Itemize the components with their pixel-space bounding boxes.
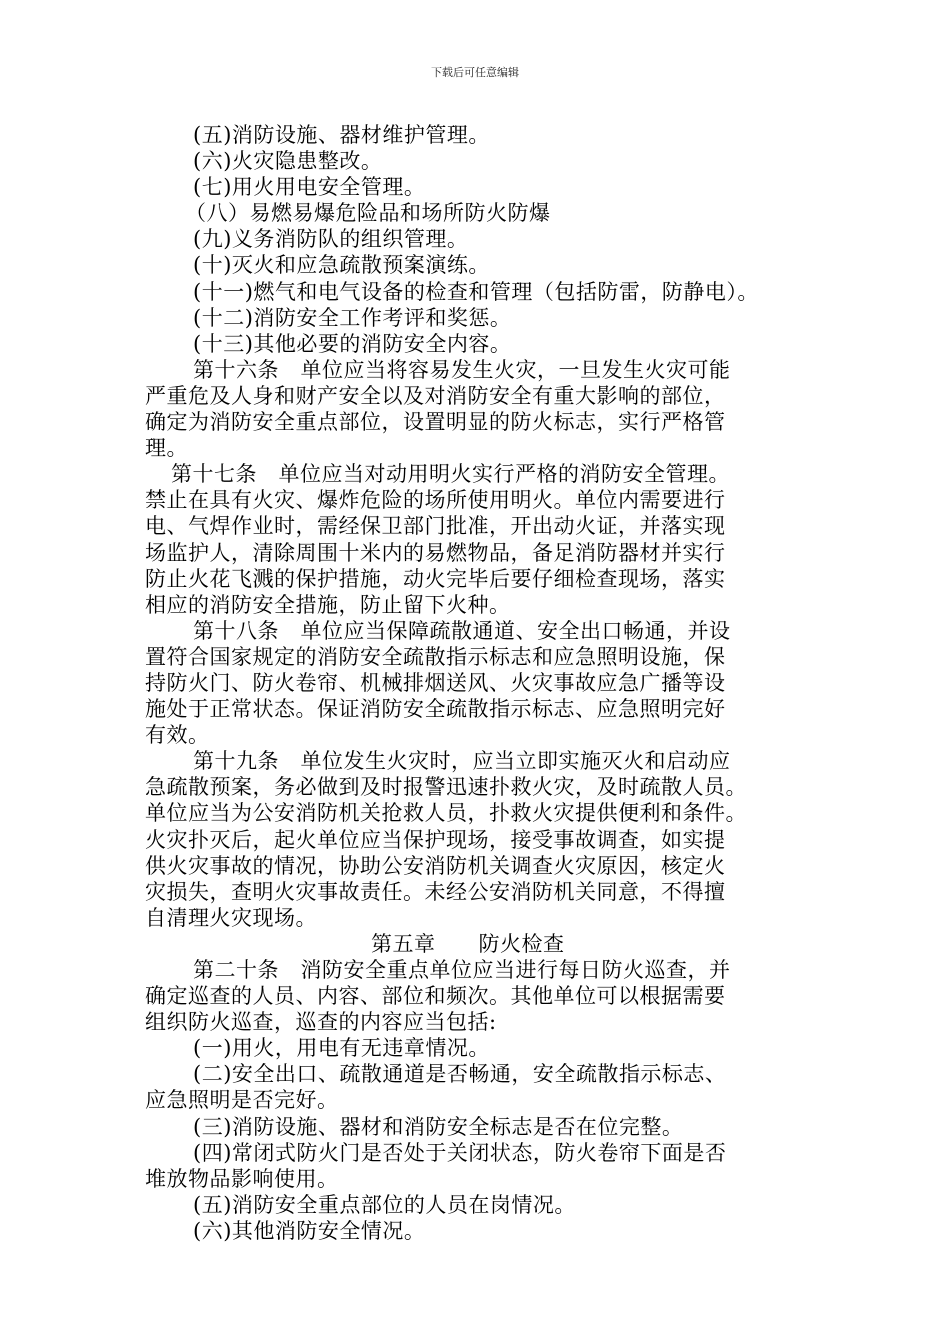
article-18-line: 施处于正常状态。保证消防安全疏散指示标志、应急照明完好: [145, 697, 726, 722]
list-item: (二)安全出口、疏散通道是否畅通，安全疏散指示标志、: [193, 1062, 727, 1087]
article-19-line: 第十九条 单位发生火灾时，应当立即实施灭火和启动应: [193, 749, 731, 774]
article-17-line: 禁止在具有火灾、爆炸危险的场所使用明火。单位内需要进行: [145, 488, 726, 513]
article-17-line: 第十七条 单位应当对动用明火实行严格的消防安全管理。: [171, 462, 730, 487]
list-item: (十三)其他必要的消防安全内容。: [193, 331, 512, 356]
list-item: (四)常闭式防火门是否处于关闭状态，防火卷帘下面是否: [193, 1140, 727, 1165]
list-item: (十)灭火和应急疏散预案演练。: [193, 253, 490, 278]
article-19-line: 供火灾事故的情况，协助公安消防机关调查火灾原因，核定火: [145, 853, 726, 878]
article-18-line: 持防火门、防火卷帘、机械排烟送风、火灾事故应急广播等设: [145, 670, 726, 695]
article-17-line: 电、气焊作业时，需经保卫部门批准，开出动火证，并落实现: [145, 514, 726, 539]
article-16-line: 第十六条 单位应当将容易发生火灾，一旦发生火灾可能: [193, 357, 731, 382]
list-item: (十二)消防安全工作考评和奖惩。: [193, 305, 512, 330]
article-17-line: 防止火花飞溅的保护措施，动火完毕后要仔细检查现场，落实: [145, 566, 726, 591]
chapter-heading: 第五章 防火检查: [371, 931, 565, 956]
list-item: (六)火灾隐患整改。: [193, 149, 383, 174]
list-item: (一)用火，用电有无违章情况。: [193, 1036, 490, 1061]
article-18-line: 置符合国家规定的消防安全疏散指示标志和应急照明设施，保: [145, 644, 726, 669]
list-item: 堆放物品影响使用。: [145, 1166, 339, 1191]
article-19-line: 单位应当为公安消防机关抢救人员，扑救火灾提供便利和条件。: [145, 801, 747, 826]
article-16-line: 确定为消防安全重点部位，设置明显的防火标志，实行严格管: [145, 410, 726, 435]
header-note: 下载后可任意编辑: [431, 66, 519, 79]
article-20-line: 确定巡查的人员、内容、部位和频次。其他单位可以根据需要: [145, 984, 726, 1009]
article-17-line: 相应的消防安全措施，防止留下火种。: [145, 592, 511, 617]
list-item: 应急照明是否完好。: [145, 1088, 339, 1113]
document-body: [145, 122, 835, 1244]
article-18-line: 第十八条 单位应当保障疏散通道、安全出口畅通，并设: [193, 618, 731, 643]
article-19-line: 急疏散预案，务必做到及时报警迅速扑救火灾，及时疏散人员。: [145, 775, 747, 800]
article-20-line: 组织防火巡查，巡查的内容应当包括:: [145, 1010, 497, 1035]
article-20-line: 第二十条 消防安全重点单位应当进行每日防火巡查，并: [193, 958, 731, 982]
list-item: (十一)燃气和电气设备的检查和管理（包括防雷，防静电）。: [193, 279, 759, 304]
article-19-line: 自清理火灾现场。: [145, 905, 317, 930]
article-19-line: 灾损失，查明火灾事故责任。未经公安消防机关同意，不得擅: [145, 879, 726, 904]
list-item: （八）易燃易爆危险品和场所防火防爆: [185, 201, 551, 226]
list-item: (五)消防设施、器材维护管理。: [193, 123, 490, 147]
list-item: (六)其他消防安全情况。: [193, 1218, 426, 1243]
article-18-line: 有效。: [145, 723, 210, 748]
list-item: (三)消防设施、器材和消防安全标志是否在位完整。: [193, 1114, 684, 1139]
list-item: (九)义务消防队的组织管理。: [193, 227, 469, 252]
article-17-line: 场监护人，清除周围十米内的易燃物品，备足消防器材并实行: [145, 540, 726, 565]
article-19-line: 火灾扑灭后，起火单位应当保护现场，接受事故调查，如实提: [145, 827, 726, 852]
list-item: (五)消防安全重点部位的人员在岗情况。: [193, 1192, 576, 1217]
article-16-line: 理。: [145, 436, 188, 461]
article-16-line: 严重危及人身和财产安全以及对消防安全有重大影响的部位，: [145, 383, 726, 408]
list-item: (七)用火用电安全管理。: [193, 175, 426, 200]
